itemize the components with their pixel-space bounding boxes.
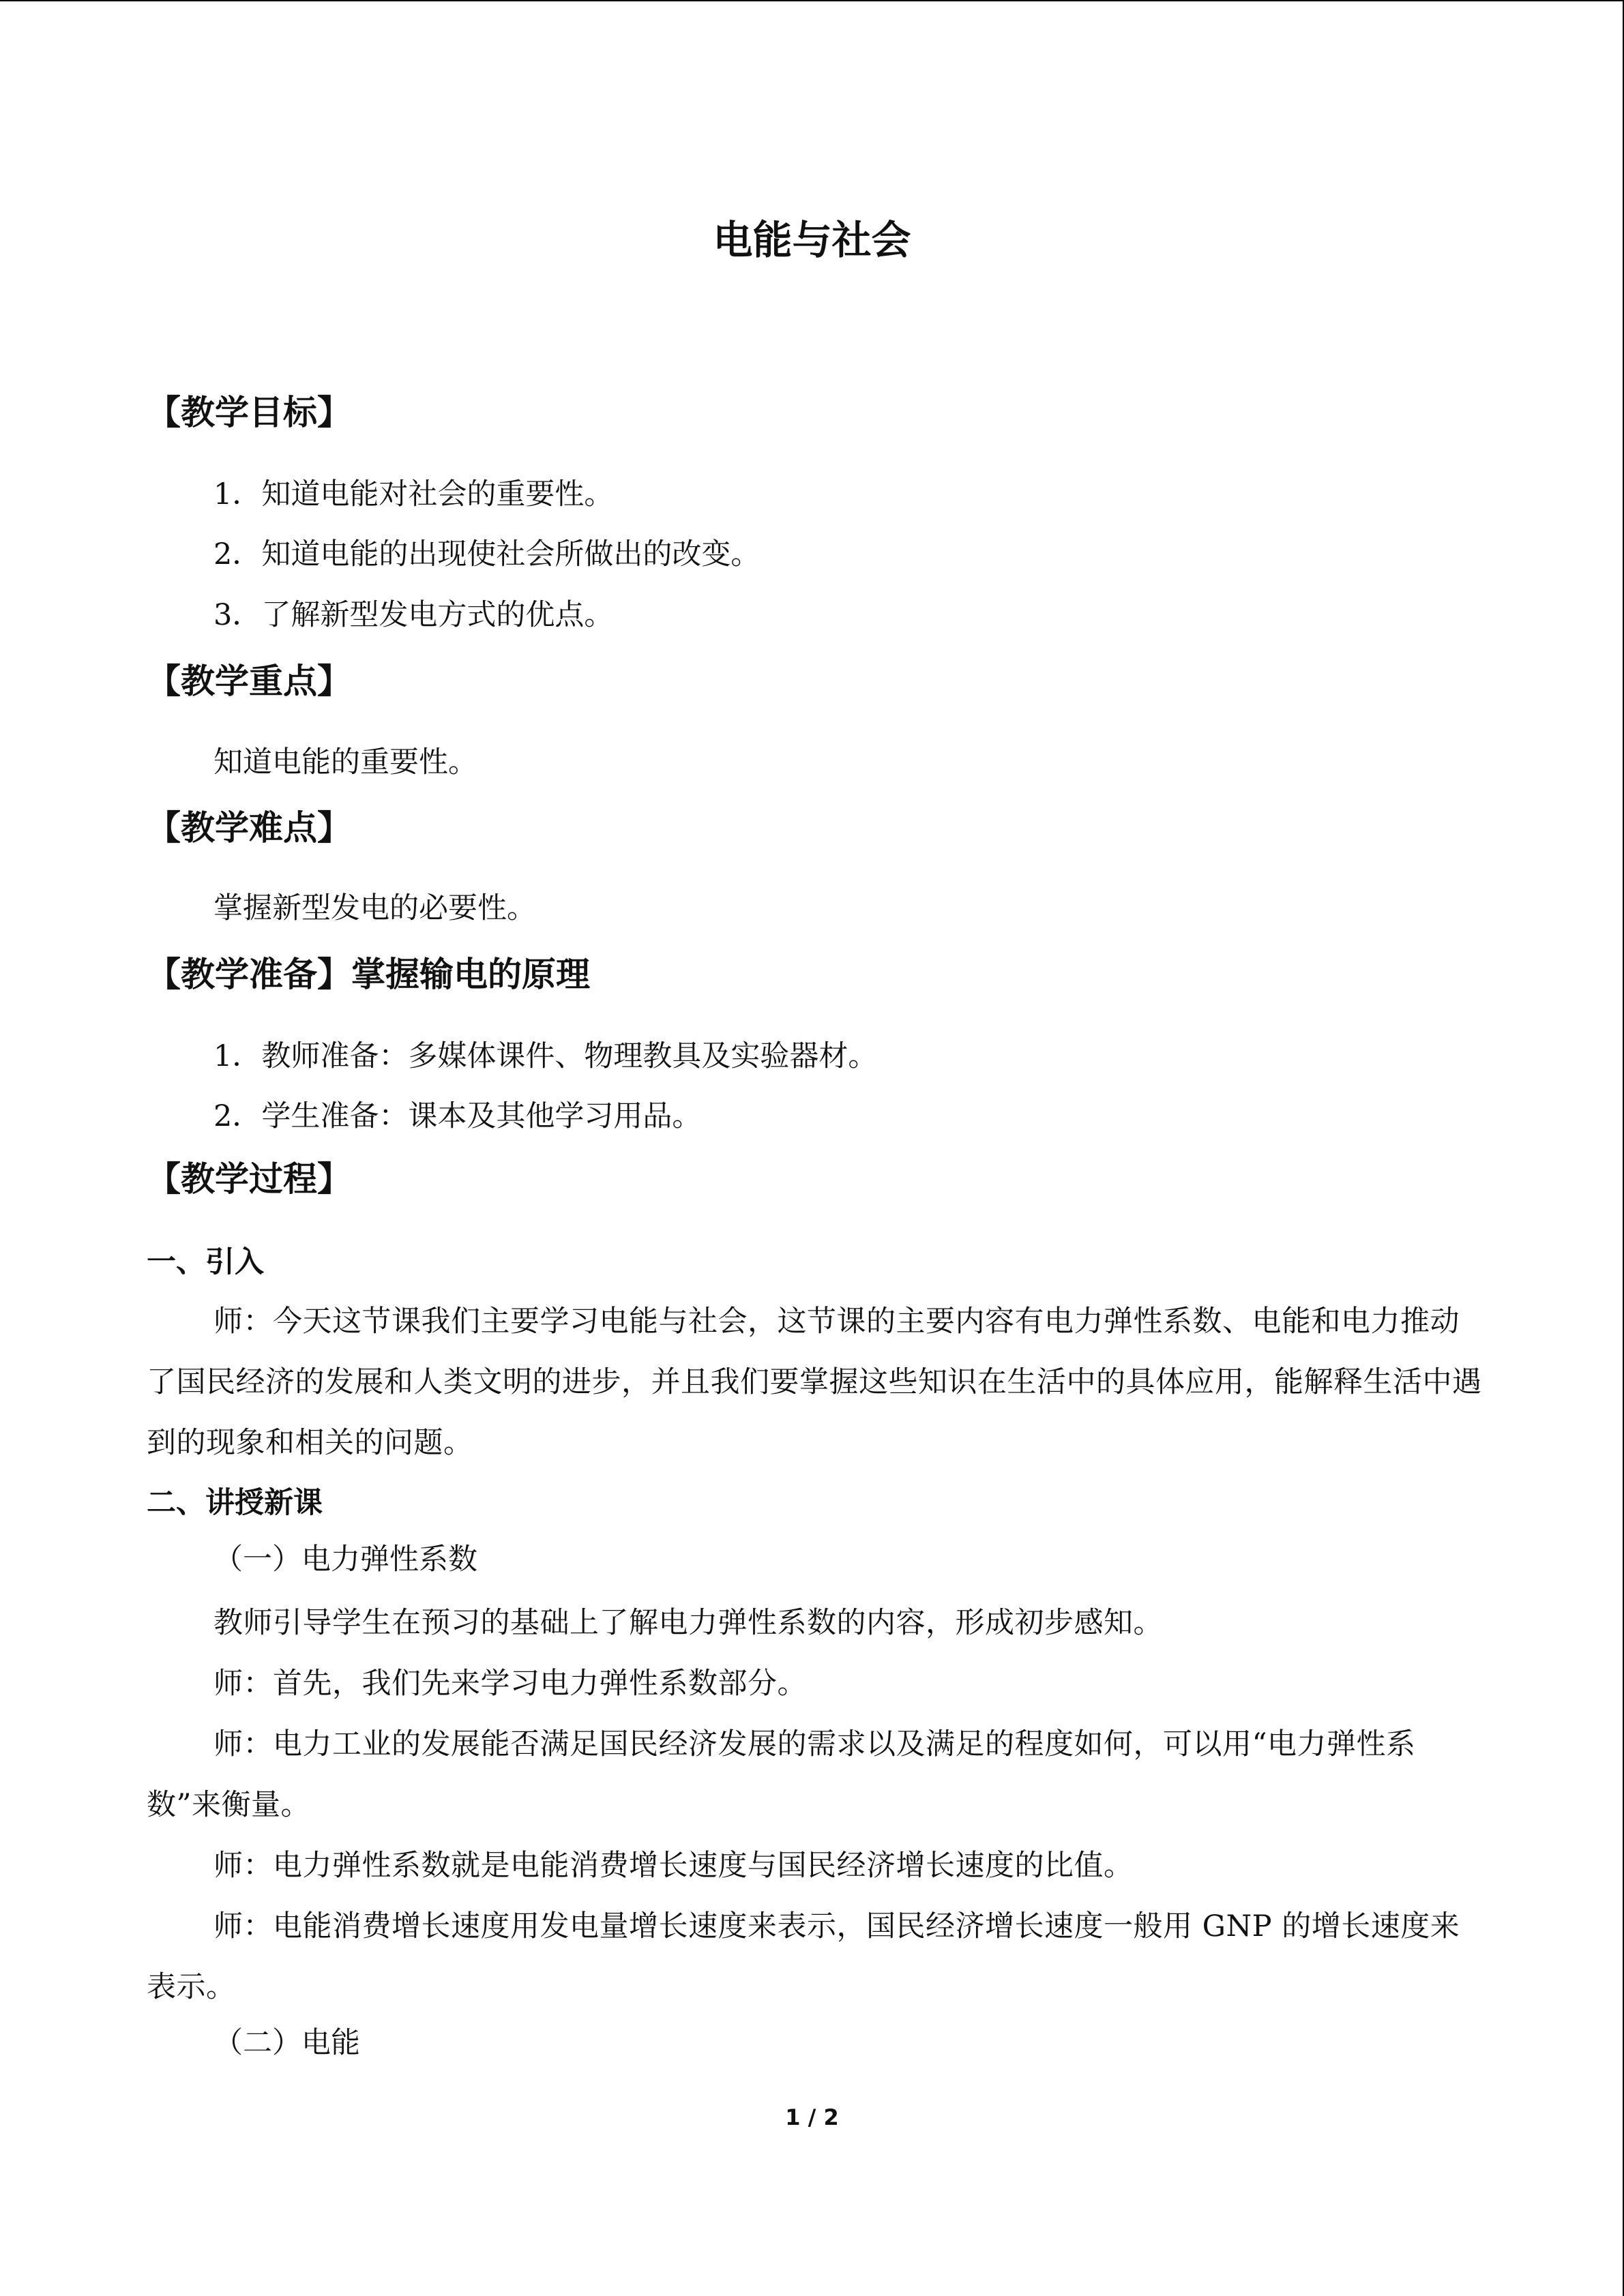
part2-title: （二）电能: [213, 2026, 360, 2060]
part1-title: （一）电力弹性系数: [213, 1542, 477, 1577]
lesson-paragraph-3: 师：电力工业的发展能否满足国民经济发展的需求以及满足的程度如何，可以用“电力弹性系数”来衡量。: [147, 1727, 1416, 1822]
document-title: 电能与社会: [713, 217, 911, 263]
difficulties-text: 掌握新型发电的必要性。: [213, 891, 536, 925]
heading-preparation: 【教学准备】掌握输电的原理: [147, 955, 590, 994]
intro-paragraph: 师：今天这节课我们主要学习电能与社会，这节课的主要内容有电力弹性系数、电能和电力推动了国民经济的发展和人类文明的进步，并且我们要掌握这些知识在生活中的具体应用，能解释生活中遇到的现象和相关的问题。: [147, 1304, 1482, 1460]
heading-key-points: 【教学重点】: [147, 661, 351, 701]
preparation-item-2: 2．学生准备：课本及其他学习用品。: [213, 1099, 702, 1133]
subheading-new-lesson: 二、讲授新课: [147, 1486, 323, 1520]
key-points-text: 知道电能的重要性。: [213, 745, 477, 779]
preparation-item-1: 1．教师准备：多媒体课件、物理教具及实验器材。: [213, 1039, 878, 1073]
heading-objectives: 【教学目标】: [147, 393, 351, 432]
heading-process: 【教学过程】: [147, 1159, 351, 1199]
lesson-paragraph-1: 教师引导学生在预习的基础上了解电力弹性系数的内容，形成初步感知。: [213, 1606, 1163, 1640]
lesson-paragraph-5: 师：电能消费增长速度用发电量增长速度来表示，国民经济增长速度一般用 GNP 的增长速度来表示。: [147, 1909, 1460, 2004]
lesson-paragraph-4: 师：电力弹性系数就是电能消费增长速度与国民经济增长速度的比值。: [213, 1849, 1134, 1883]
objective-item-1: 1．知道电能对社会的重要性。: [213, 477, 614, 511]
subheading-intro: 一、引入: [147, 1245, 264, 1279]
heading-difficulties: 【教学难点】: [147, 808, 351, 848]
objective-item-2: 2．知道电能的出现使社会所做出的改变。: [213, 537, 761, 571]
page-number: 1 / 2: [785, 2104, 839, 2130]
objective-item-3: 3．了解新型发电方式的优点。: [213, 598, 614, 632]
lesson-paragraph-2: 师：首先，我们先来学习电力弹性系数部分。: [213, 1667, 807, 1701]
